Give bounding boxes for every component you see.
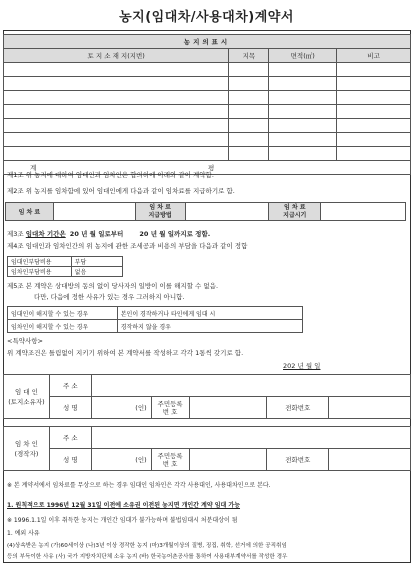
note-exceptions-heading: 1. 예외 사유 <box>7 530 40 537</box>
land-cell[interactable] <box>229 63 269 77</box>
land-cell[interactable] <box>269 133 337 147</box>
lessor-seal: (인) <box>135 404 147 412</box>
land-cell[interactable] <box>229 77 269 91</box>
land-cell[interactable] <box>337 119 411 133</box>
land-cell[interactable] <box>229 119 269 133</box>
document-title: 농지(임대차/사용대차)계약서 <box>119 10 294 25</box>
burden-lessee-label: 임차인부담비용 <box>8 267 72 277</box>
table-row <box>4 133 411 147</box>
land-cell[interactable] <box>269 77 337 91</box>
burden-table <box>7 256 123 277</box>
lessee-rrn-line2: 번 호 <box>162 459 178 468</box>
rent-timing-line1: 임 차 료 <box>283 203 306 211</box>
lessor-phone-label: 전화번호 <box>267 397 329 419</box>
lessee-name-label: 성 명 <box>49 449 91 471</box>
land-cell[interactable] <box>4 63 229 77</box>
table-row <box>4 147 411 161</box>
table-row <box>8 267 123 277</box>
table-row <box>4 91 411 105</box>
rent-amount-field[interactable] <box>53 203 135 221</box>
table-row <box>4 449 411 471</box>
land-cell[interactable] <box>337 105 411 119</box>
lessee-seal: (인) <box>135 456 147 464</box>
table-row <box>8 307 303 320</box>
agreement-statement: 위 계약조건은 틀림없이 지키기 위하여 본 계약서를 작성하고 각각 1통씩 갖기로 함. <box>7 349 244 357</box>
lessor-sublabel: (토지소유자) <box>8 397 45 406</box>
burden-lessee-value[interactable]: 없음 <box>71 267 122 277</box>
lessor-address-field[interactable] <box>91 375 410 397</box>
lessee-address-label: 주 소 <box>49 427 91 449</box>
clause-5-sub: 다만, 다음에 정한 사유가 있는 경우 그러하지 아니함. <box>34 293 185 301</box>
land-cell[interactable] <box>337 91 411 105</box>
rent-timing-label <box>269 203 321 221</box>
rent-timing-field[interactable] <box>321 203 406 221</box>
burden-lessor-value[interactable]: 부담 <box>71 257 122 267</box>
lessor-label: 임 대 인 <box>14 387 38 396</box>
special-terms-label: <특약사항> <box>7 337 44 345</box>
land-cell[interactable] <box>337 63 411 77</box>
lessor-label-cell <box>4 375 50 419</box>
table-row <box>8 257 123 267</box>
land-cell[interactable] <box>269 105 337 119</box>
clause-3-term: 임대차 기간은 <box>25 230 66 238</box>
land-table <box>3 34 411 175</box>
note-exceptions-1: (4)상속받은 농지 (가)60세이상 (나)3년 이상 경작한 농지 (마)3개월이상의 질병, 징집, 취학, 선거에 의한 공직취임 <box>7 543 287 549</box>
land-cell[interactable] <box>229 147 269 161</box>
land-cell[interactable] <box>337 77 411 91</box>
land-band: 농지의표시 <box>4 35 411 49</box>
land-cell[interactable] <box>269 119 337 133</box>
termination-lessee-value[interactable]: 경작하지 않을 경우 <box>117 320 302 333</box>
table-row <box>8 320 303 333</box>
note-after-1996: ※ 1996.1.1일 이후 취득한 농지는 개인간 임대가 불가능하며 불법임대시 처분대상이 됨 <box>7 517 238 524</box>
lessor-name-label: 성 명 <box>49 397 91 419</box>
table-row <box>4 105 411 119</box>
lessee-phone-field[interactable] <box>329 449 411 471</box>
lessee-label: 임 차 인 <box>14 439 38 448</box>
table-row <box>4 119 411 133</box>
land-cell[interactable] <box>4 77 229 91</box>
lessor-rrn-field[interactable] <box>189 397 267 419</box>
table-row <box>4 427 411 449</box>
lessor-table <box>3 374 411 419</box>
land-total-unit: 평 <box>208 164 215 172</box>
land-cell[interactable] <box>4 119 229 133</box>
termination-table <box>7 306 303 333</box>
lessee-rrn-field[interactable] <box>189 449 267 471</box>
lessor-name-field[interactable] <box>91 397 151 419</box>
note-free-rent: ※ 본 계약서에서 임차료를 무상으로 하는 경우 임대인 임차인은 각각 사용대인, 사용대차인으로 본다. <box>7 482 271 489</box>
land-cell[interactable] <box>337 133 411 147</box>
land-cell[interactable] <box>229 105 269 119</box>
termination-lessor-value[interactable]: 본인이 경작하거나 타인에게 임대 시 <box>117 307 302 320</box>
lessor-rrn-line1: 주민등록 <box>157 399 183 408</box>
lessee-rrn-line1: 주민등록 <box>157 451 183 460</box>
land-cell[interactable] <box>337 147 411 161</box>
termination-lessee-label: 임차인이 해지할 수 있는 경우 <box>8 320 118 333</box>
land-cell[interactable] <box>4 147 229 161</box>
land-cell[interactable] <box>269 91 337 105</box>
land-cell[interactable] <box>4 133 229 147</box>
lessee-rrn-label <box>151 449 189 471</box>
rent-method-label <box>135 203 185 221</box>
rent-method-field[interactable] <box>185 203 269 221</box>
note-exceptions-2: 등의 부득이한 사유 (사) 국가 지방자치단체 소유 농지 (바) 한국농어촌공사를 통하여 사용대부계약서를 작성한 경우 <box>7 554 288 560</box>
clause-3 <box>7 229 210 238</box>
table-row <box>4 77 411 91</box>
table-row <box>4 397 411 419</box>
contract-date-text: 202 년 월 일 <box>283 362 321 370</box>
contract-date <box>283 361 320 370</box>
lessor-address-label: 주 소 <box>49 375 91 397</box>
burden-lessor-label: 임대인부담비용 <box>8 257 72 267</box>
lessee-name-field[interactable] <box>91 449 151 471</box>
land-cell[interactable] <box>4 91 229 105</box>
land-header-area: 면적(㎡) <box>269 49 337 63</box>
clause-3-end: 20 년 월 일까지로 정함. <box>139 230 211 238</box>
clause-3-start: 20 년 월 일로부터 <box>69 230 124 238</box>
lessor-phone-field[interactable] <box>329 397 411 419</box>
rent-amount-label: 임 차 료 <box>6 203 54 221</box>
land-cell[interactable] <box>4 105 229 119</box>
land-header-row <box>4 49 411 63</box>
lessee-sublabel: (경작자) <box>14 449 39 458</box>
table-row <box>4 63 411 77</box>
note-rule-1996: 1. 원칙적으로 1996년 12월 31일 이전에 소유권 이전된 농지면 개인간 계약 임대 가능 <box>7 502 241 509</box>
land-header-category: 지목 <box>229 49 269 63</box>
land-cell[interactable] <box>269 63 337 77</box>
lessor-rrn-label <box>151 397 189 419</box>
clause-3-num: 제3조 <box>7 230 24 238</box>
rent-method-line2: 지급방법 <box>148 211 172 219</box>
land-total-label: 계 <box>30 164 37 172</box>
lessee-table <box>3 426 411 471</box>
land-band-row <box>4 35 411 49</box>
termination-lessor-label: 임대인이 해지할 수 있는 경우 <box>8 307 118 320</box>
table-row <box>4 375 411 397</box>
rent-timing-line2: 지급시기 <box>283 211 307 219</box>
lessee-phone-label: 전화번호 <box>267 449 329 471</box>
lessee-address-field[interactable] <box>91 427 410 449</box>
clause-4: 제4조 임대인과 임차인간의 위 농지에 관한 조세공과 비용의 부담을 다음과 같이 정함 <box>7 242 248 250</box>
clause-5: 제5조 본 계약은 상대방의 동의 없이 당사자의 일방이 이를 해지할 수 없음. <box>7 282 219 290</box>
land-cell[interactable] <box>229 91 269 105</box>
lessor-rrn-line2: 번 호 <box>162 407 178 416</box>
land-header-note: 비고 <box>337 49 411 63</box>
clause-2: 제2조 위 농지를 임차함에 있어 임대인에게 다음과 같이 임차료를 지급하기로 함. <box>7 187 235 195</box>
clause-1: 제1조 위 농지에 대하여 임대인과 임차인은 합의하에 아래와 같이 계약함. <box>7 171 214 179</box>
lessee-label-cell <box>4 427 50 471</box>
land-cell[interactable] <box>269 147 337 161</box>
rent-method-line1: 임 차 료 <box>149 203 171 211</box>
rent-table <box>5 202 406 221</box>
land-header-location: 토 지 소 재 지(지번) <box>4 49 229 63</box>
land-cell[interactable] <box>229 133 269 147</box>
